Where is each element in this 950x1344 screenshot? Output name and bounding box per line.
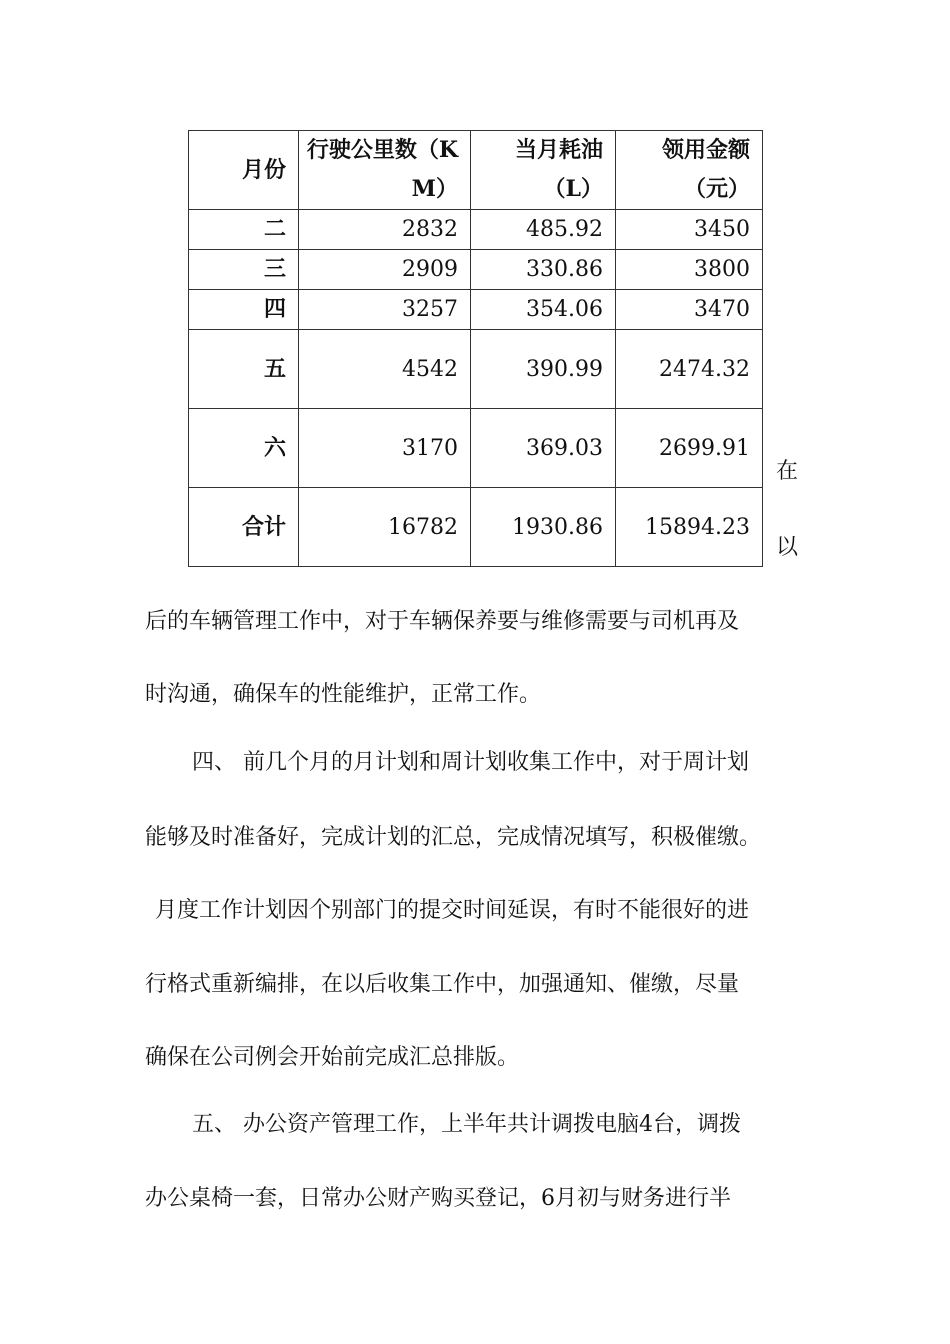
cell-amount: 3450 <box>616 210 763 250</box>
cell-distance: 2832 <box>299 210 471 250</box>
header-distance: 行驶公里数（KM） <box>299 131 471 210</box>
paragraph-line-9: 办公桌椅一套，日常办公财产购买登记，6月初与财务进行半 <box>145 1186 731 1211</box>
cell-month: 六 <box>189 409 299 488</box>
cell-distance: 2909 <box>299 250 471 290</box>
cell-fuel: 330.86 <box>471 250 616 290</box>
header-fuel: 当月耗油（L） <box>471 131 616 210</box>
paragraph-line-2: 时沟通，确保车的性能维护，正常工作。 <box>145 682 542 707</box>
cell-amount: 3470 <box>616 290 763 330</box>
cell-amount: 2699.91 <box>616 409 763 488</box>
cell-distance: 3257 <box>299 290 471 330</box>
header-month: 月份 <box>189 131 299 210</box>
paragraph-line-7: 确保在公司例会开始前完成汇总排版。 <box>145 1045 520 1070</box>
paragraph-line-4: 能够及时准备好，完成计划的汇总，完成情况填写，积极催缴。 <box>145 825 762 850</box>
paragraph-line-8: 五、 办公资产管理工作，上半年共计调拨电脑4台，调拨 <box>192 1112 741 1137</box>
cell-amount: 2474.32 <box>616 330 763 409</box>
vehicle-usage-table <box>188 130 763 567</box>
cell-month: 三 <box>189 250 299 290</box>
side-text-2: 以 <box>776 535 799 560</box>
paragraph-line-1: 后的车辆管理工作中，对于车辆保养要与维修需要与司机再及 <box>145 609 740 634</box>
paragraph-line-6: 行格式重新编排，在以后收集工作中，加强通知、催缴，尽量 <box>145 972 740 997</box>
cell-amount: 15894.23 <box>616 488 763 567</box>
cell-amount: 3800 <box>616 250 763 290</box>
cell-fuel: 354.06 <box>471 290 616 330</box>
cell-fuel: 390.99 <box>471 330 616 409</box>
paragraph-line-3: 四、 前几个月的月计划和周计划收集工作中，对于周计划 <box>192 750 749 775</box>
side-text-1: 在 <box>776 459 799 484</box>
table-total-row <box>189 488 763 567</box>
table-row <box>189 250 763 290</box>
table-row <box>189 290 763 330</box>
cell-fuel: 369.03 <box>471 409 616 488</box>
table-row <box>189 210 763 250</box>
cell-month: 合计 <box>189 488 299 567</box>
cell-month: 四 <box>189 290 299 330</box>
table-row <box>189 330 763 409</box>
cell-fuel: 485.92 <box>471 210 616 250</box>
header-amount: 领用金额（元） <box>616 131 763 210</box>
cell-month: 二 <box>189 210 299 250</box>
cell-distance: 4542 <box>299 330 471 409</box>
cell-distance: 3170 <box>299 409 471 488</box>
cell-distance: 16782 <box>299 488 471 567</box>
table-row <box>189 409 763 488</box>
cell-fuel: 1930.86 <box>471 488 616 567</box>
paragraph-line-5: 月度工作计划因个别部门的提交时间延误，有时不能很好的进 <box>155 898 750 923</box>
cell-month: 五 <box>189 330 299 409</box>
table-header-row <box>189 131 763 210</box>
